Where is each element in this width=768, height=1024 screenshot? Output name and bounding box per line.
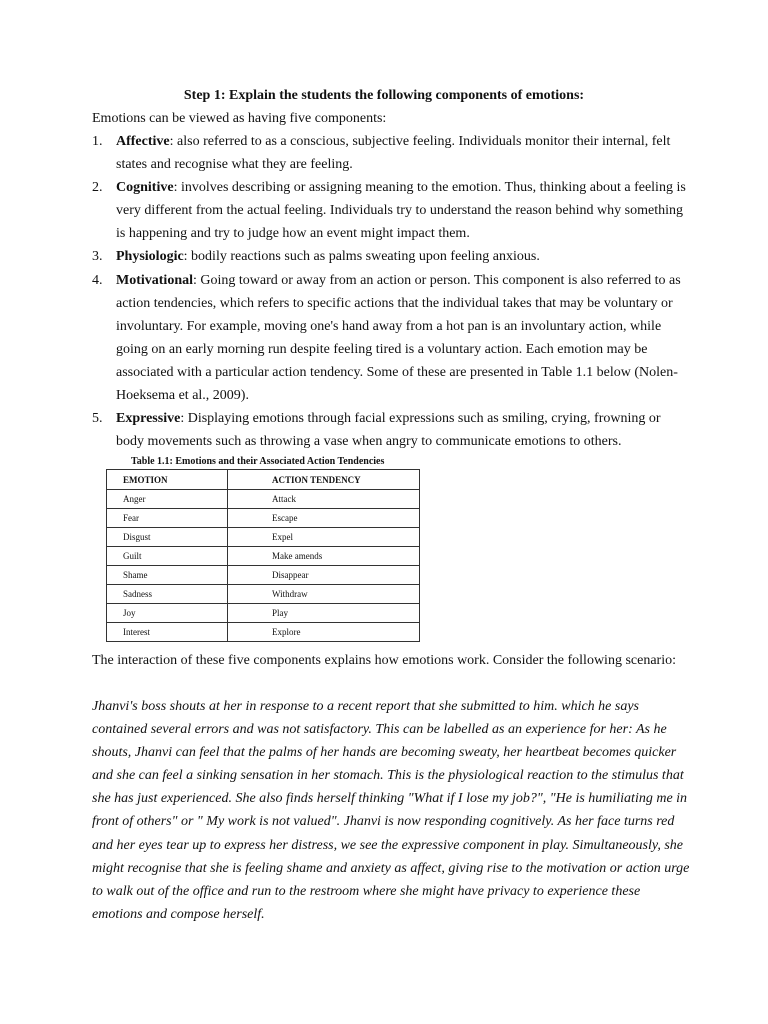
component-description: : Displaying emotions through facial expressions such as smiling, crying, frowning or body movements such as throwing a vase when angry to communicate emotions to others. [116,411,661,450]
table-cell-tendency: Withdraw [228,585,420,604]
table-header-row [107,470,420,490]
list-number: 3. [92,249,103,265]
table-cell-emotion: Joy [107,604,228,623]
component-description: : also referred to as a conscious, subjective feeling. Individuals monitor their internal, felt states and recognise what they are feeling. [116,134,671,173]
table-cell-tendency: Explore [228,623,420,642]
component-description: : Going toward or away from an action or person. This component is also referred to as action tendencies, which refers to specific actions that the individual takes that may be voluntary or involuntary. For example, moving one's hand away from a hot pan is an involuntary action, while going on an early morning run despite feeling tired is a voluntary action. Each emotion may be associated with a particular action tendency. Some of these are presented in Table 1.1 below (Nolen-Hoeksema et al., 2009). [116,272,681,404]
table-cell-emotion: Anger [107,490,228,509]
table-row [107,547,420,566]
table-cell-emotion: Sadness [107,585,228,604]
table-cell-tendency: Attack [228,490,420,509]
table-cell-emotion: Shame [107,566,228,585]
emotions-table [106,469,420,642]
table-row [107,623,420,642]
scenario-paragraph: Jhanvi's boss shouts at her in response to a recent report that she submitted to him. which he says contained several errors and was not satisfactory. This can be labelled as an experience for her: As he shouts, Jhanvi can feel that the palms of her hands are becoming sweaty, her heartbeat becomes quicker and she can feel a sinking sensation in her stomach. This is the physiological reaction to the stimulus that she has just experienced. She also finds herself thinking "What if I lose my job?", "He is humiliating me in front of others" or " My work is not valued". Jhanvi is now responding cognitively. As her face turns red and her eyes tear up to express her distress, we see the expressive component in play. Simultaneously, she might recognise that she is feeling shame and anxiety as affect, giving rise to the motivation or action urge to walk out of the office and run to the restroom where she might have privacy to experience these emotions and compose herself. [92,699,690,922]
intro-text: Emotions can be viewed as having five components: [92,111,387,126]
table-cell-tendency: Escape [228,509,420,528]
table-cell-emotion: Guilt [107,547,228,566]
table-cell-tendency: Expel [228,528,420,547]
component-term: Physiologic [116,249,184,265]
table-cell-tendency: Disappear [228,566,420,585]
table-caption: Table 1.1: Emotions and their Associated Action Tendencies [131,456,385,467]
table-row [107,585,420,604]
list-number: 4. [92,272,103,288]
list-item [92,245,692,268]
component-term: Affective [116,134,170,149]
table-cell-tendency: Play [228,604,420,623]
list-item [92,176,692,245]
table-row [107,604,420,623]
component-description: : involves describing or assigning meaning to the emotion. Thus, thinking about a feeling is very different from the actual feeling. Individuals try to understand the reason behind why something is happening and try to judge how an event might impact them. [116,180,686,242]
table-row [107,509,420,528]
table-header-action-tendency: ACTION TENDENCY [228,470,420,490]
component-term: Cognitive [116,180,174,196]
table-cell-emotion: Fear [107,509,228,528]
table-row [107,566,420,585]
table-cell-tendency: Make amends [228,547,420,566]
list-item [92,407,692,453]
component-term: Motivational [116,272,193,288]
table-header-emotion: EMOTION [107,470,228,490]
component-description: : bodily reactions such as palms sweating upon feeling anxious. [183,249,540,265]
table-row [107,528,420,547]
page-heading: Step 1: Explain the students the following components of emotions: [183,88,585,103]
list-number: 2. [92,180,103,196]
component-term: Expressive [116,411,181,427]
list-item [92,130,692,176]
list-number: 1. [92,134,103,149]
components-list [92,130,692,453]
list-number: 5. [92,411,103,427]
table-cell-emotion: Disgust [107,528,228,547]
list-item [92,269,692,408]
table-cell-emotion: Interest [107,623,228,642]
table-row [107,490,420,509]
after-table-paragraph: The interaction of these five components explains how emotions work. Consider the following scenario: [92,653,676,668]
